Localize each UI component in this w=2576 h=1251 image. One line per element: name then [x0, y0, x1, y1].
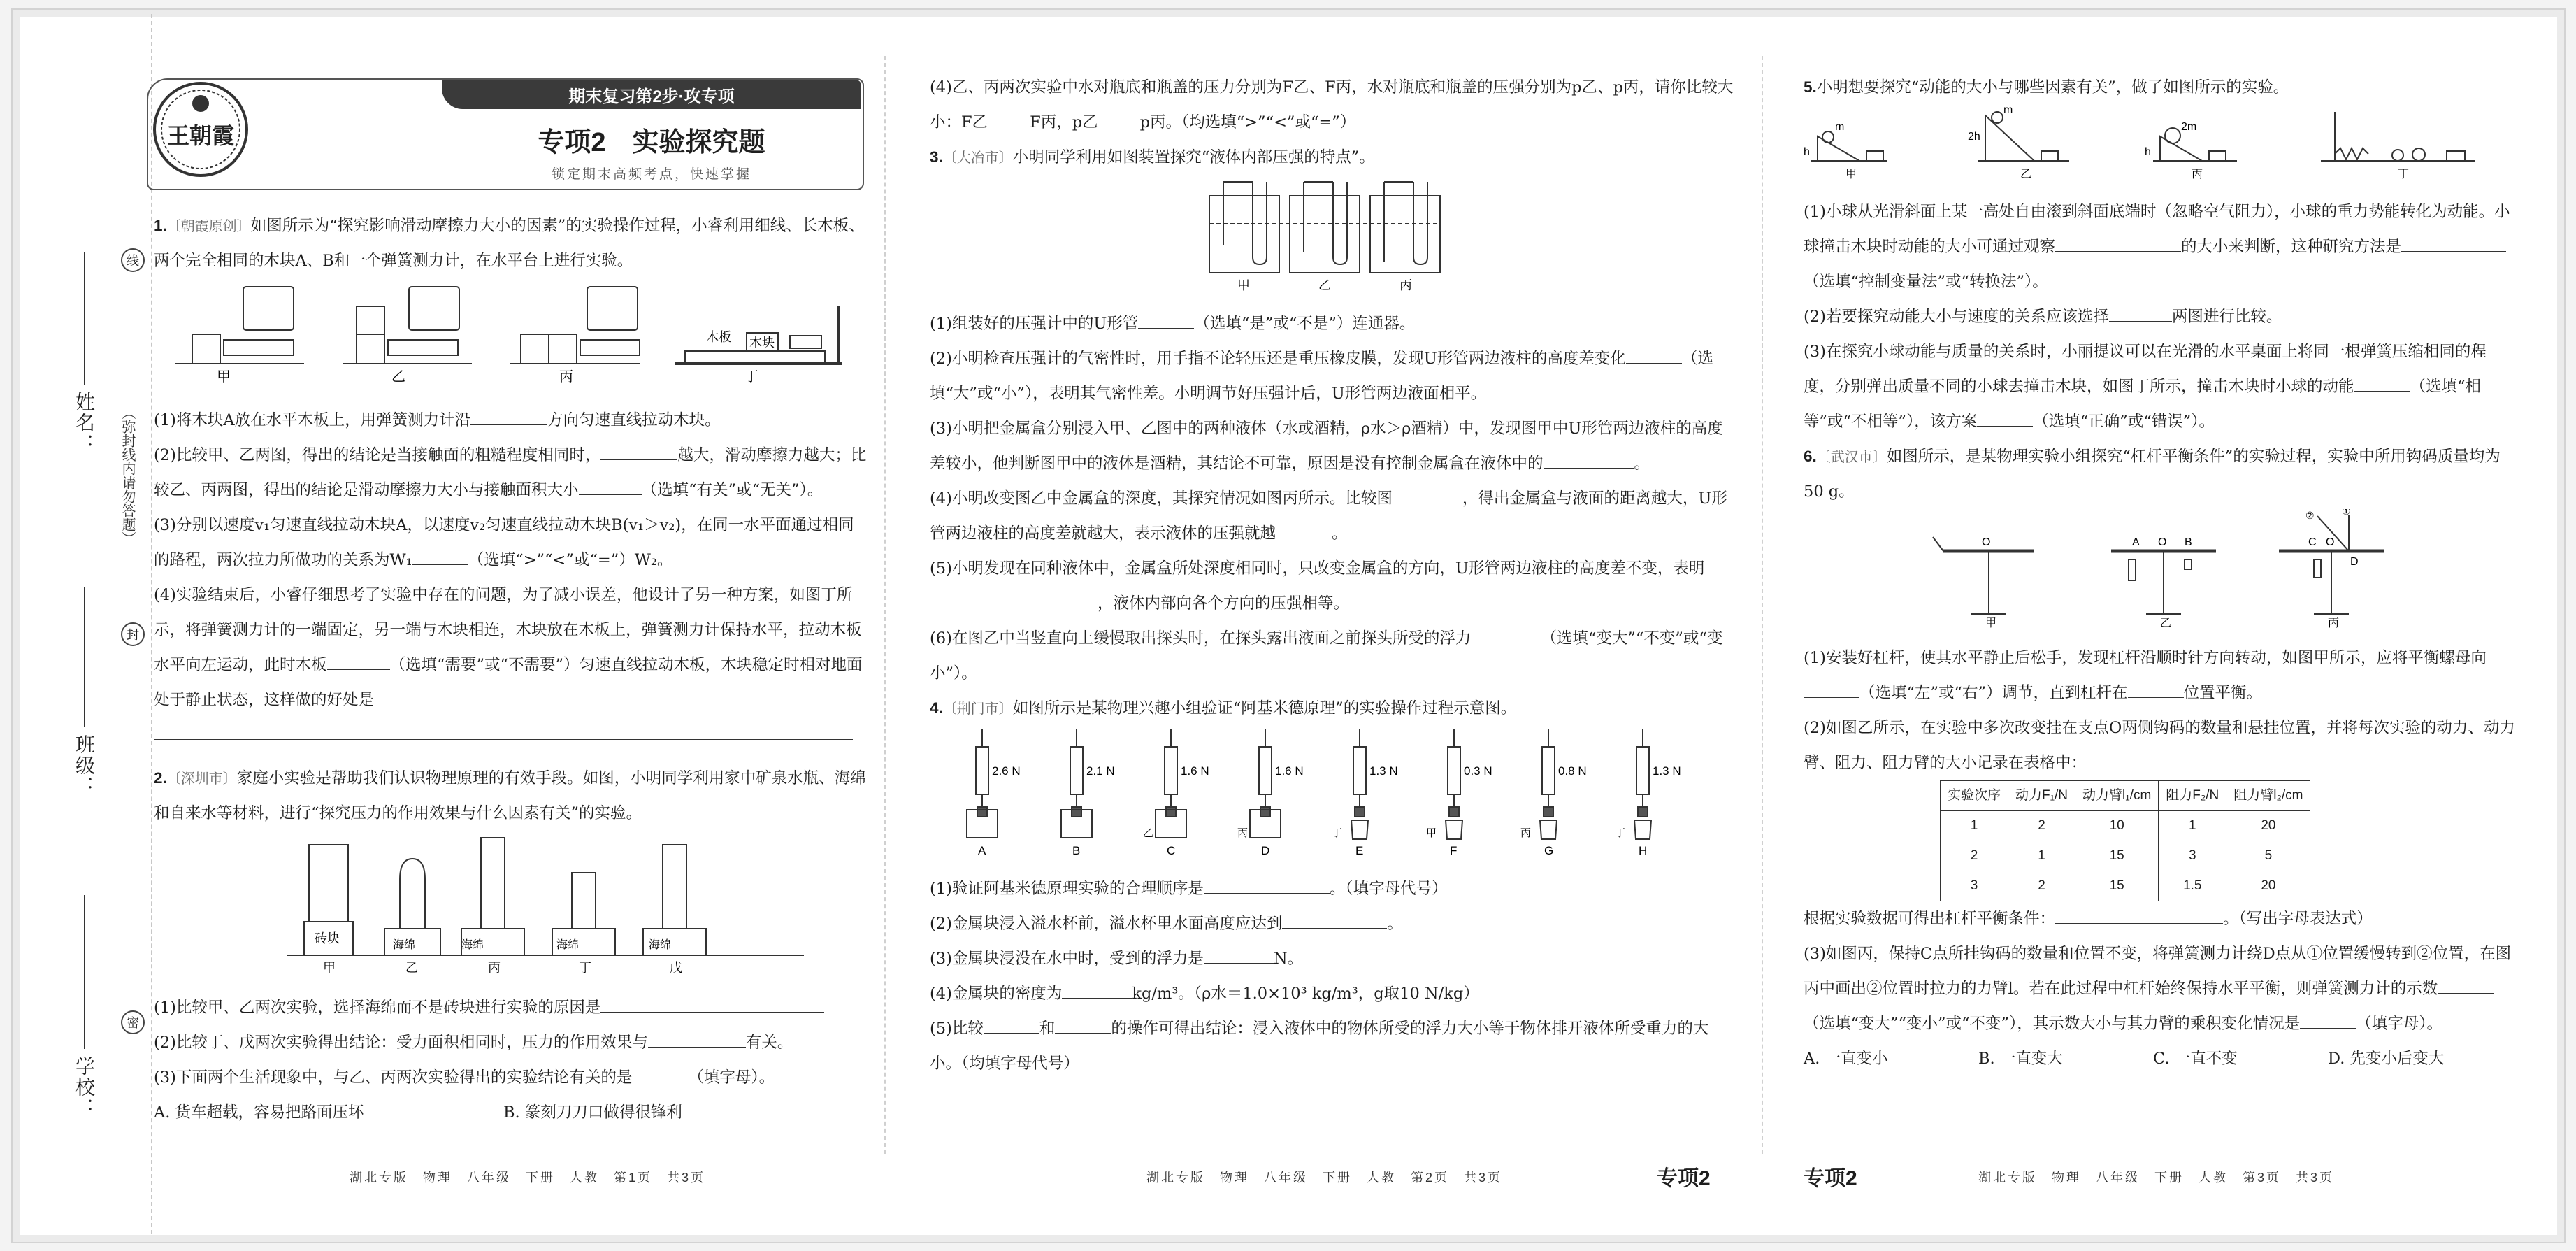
seal-mark-xian: 线: [121, 248, 145, 272]
answer-blank[interactable]: [988, 106, 1030, 127]
q1-label-jia: 甲: [217, 369, 231, 385]
class-label: 班级：: [73, 734, 95, 797]
q4-label-g: G: [1544, 844, 1554, 857]
q2-brick-label: 砖块: [315, 931, 340, 945]
svg-text:B: B: [2185, 536, 2192, 548]
q2-label-jia: 甲: [323, 961, 336, 975]
svg-text:O: O: [1982, 536, 1991, 548]
name-label: 姓名：: [73, 392, 95, 455]
answer-blank[interactable]: [1804, 677, 1859, 698]
footer-page-1: 湖北专版 物理 八年级 下册 人教 第1页 共3页: [350, 1171, 706, 1185]
q4-figure: [930, 726, 1734, 859]
answer-blank[interactable]: [327, 649, 390, 670]
answer-blank[interactable]: [2401, 231, 2506, 252]
answer-blank[interactable]: [984, 1013, 1039, 1034]
q5-mark-h-1: h: [1804, 146, 1810, 158]
seal-mark-feng: 封: [121, 622, 145, 646]
q3-label-jia: 甲: [1237, 278, 1250, 292]
svg-text:O: O: [2158, 536, 2167, 548]
table-row: 2 1 15 3 5: [1941, 841, 2310, 871]
answer-blank[interactable]: [1204, 943, 1274, 964]
q4-sub2: (2)金属块浸入溢水杯前，溢水杯里水面高度应达到 。: [930, 906, 1734, 941]
q4-sub3: (3)金属块浸没在水中时，受到的浮力是 N。: [930, 941, 1734, 976]
answer-blank[interactable]: [600, 439, 677, 460]
answer-blank[interactable]: [1393, 482, 1462, 503]
answer-blank[interactable]: [1098, 106, 1140, 127]
q4-cup-label: 甲: [1426, 827, 1437, 839]
q5-label-jia: 甲: [1845, 169, 1857, 180]
answer-blank[interactable]: [2055, 231, 2181, 252]
answer-blank[interactable]: [412, 544, 468, 565]
q3-sub6: (6)在图乙中当竖直向上缓慢取出探头时，在探头露出液面之前探头所受的浮力 （选填“变大”“不变”或“变小”）。: [930, 621, 1734, 691]
answer-blank[interactable]: [2109, 301, 2172, 322]
page-title: 专项2 实验探究题: [538, 128, 765, 157]
q4-cup-label: 丙: [1520, 827, 1532, 839]
q2-sponge-label-2: 海绵: [461, 939, 484, 951]
q3-sub1: (1)组装好的压强计中的U形管 （选填“是”或“不是”）连通器。: [930, 306, 1734, 341]
q5-stem: 5.小明想要探究“动能的大小与哪些因素有关”，做了如图所示的实验。: [1804, 78, 2289, 96]
q4-label-a: A: [978, 844, 986, 857]
q2-label-ding: 丁: [579, 961, 591, 975]
q4-reading-a: 2.6 N: [992, 764, 1021, 778]
answer-blank[interactable]: [1282, 908, 1387, 929]
q1-plank-label: 木板: [706, 330, 731, 344]
q4-label-h: H: [1639, 844, 1648, 857]
q1-figure: [154, 278, 867, 390]
q4-reading-c: 1.6 N: [1181, 764, 1209, 778]
answer-blank[interactable]: [648, 1027, 746, 1048]
q2-label-wu: 戊: [670, 961, 682, 975]
q5-mark-h-3: h: [2145, 146, 2151, 158]
q1-label-yi: 乙: [391, 369, 405, 385]
q1-sub2: (2)比较甲、乙两图，得出的结论是当接触面的粗糙程度相同时， 越大，滑动摩擦力越大；比较乙、丙两图，得出的结论是滑动摩擦力大小与接触面积大小 （选填“有关”或“无关”）。: [154, 438, 867, 508]
answer-blank[interactable]: [2055, 903, 2223, 924]
section-header: [147, 78, 864, 190]
q5-sub1: (1)小球从光滑斜面上某一高处自由滚到斜面底端时（忽略空气阻力），小球的重力势能转化为动能。小球撞击木块时动能的大小可通过观察 的大小来判断，这种研究方法是（选填“控制变量法”或“转换法”）。: [1804, 203, 2510, 291]
q4-cup-label: 丁: [1615, 827, 1626, 839]
q5-label-ding: 丁: [2398, 169, 2410, 180]
q4-label-d: D: [1261, 844, 1270, 857]
q4-step-e: [1351, 729, 1368, 839]
q4-step-b: [1061, 729, 1092, 838]
answer-blank[interactable]: [1626, 343, 1682, 364]
q2-label-bing: 丙: [488, 961, 501, 975]
q6-options: A. 一直变小 B. 一直变大 C. 一直不变 D. 先变小后变大: [1804, 1050, 2445, 1068]
q6-sub2c: 根据实验数据可得出杠杆平衡条件： 。（写出字母表达式）: [1804, 901, 2517, 936]
footer-page-3: 湖北专版 物理 八年级 下册 人教 第3页 共3页: [1978, 1171, 2335, 1185]
q5-sub3: (3)在探究小球动能与质量的关系时，小丽提议可以在光滑的水平桌面上将同一根弹簧压缩相同的程度，分别弹出质量不同的小球去撞击木块，如图丁所示，撞击木块时小球的动能 （选填“相等”或“不相等”），该方案 （选填“正确”或“错误”）。: [1804, 343, 2487, 431]
q1-sub1: (1)将木块A放在水平木板上，用弹簧测力计沿 方向匀速直线拉动木块。: [154, 403, 867, 438]
q6-sub3: (3)如图丙，保持C点所挂钩码的数量和位置不变，将弹簧测力计绕D点从①位置缓慢转到②位置，在图丙中画出②位置时拉力的力臂l。若在此过程中杠杆始终保持水平平衡，则弹簧测力计的示数（选填“变大”“变小”或“不变”），其示数大小与其力臂的乘积变化情况是 （填字母）。: [1804, 945, 2512, 1033]
q1-label-ding: 丁: [744, 369, 758, 385]
column-3: [1804, 70, 2517, 1076]
q5-label-yi: 乙: [2020, 169, 2032, 180]
q4-label-c: C: [1167, 844, 1176, 857]
q4-label-e: E: [1355, 844, 1364, 857]
brand-logo: [148, 77, 253, 182]
q2-sub2: (2)比较丁、戊两次实验得出结论：受力面积相同时，压力的作用效果与 有关。: [154, 1025, 867, 1060]
q4-reading-e: 1.3 N: [1369, 764, 1398, 778]
answer-blank[interactable]: [579, 474, 642, 495]
school-label: 学校：: [73, 1056, 95, 1119]
q4-cup-label: 乙: [1143, 827, 1154, 839]
q1-block-label: 木块: [749, 336, 775, 350]
q4-cup-label: 丙: [1237, 827, 1249, 839]
answer-blank[interactable]: [2300, 1008, 2356, 1029]
name-field-line: [84, 252, 85, 385]
q4-reading-b: 2.1 N: [1086, 764, 1115, 778]
answer-blank[interactable]: [930, 587, 1098, 608]
q1-label-bing: 丙: [559, 369, 573, 385]
q5-mark-2h: 2h: [1968, 131, 1980, 143]
q4-cup-label: 丁: [1332, 827, 1343, 839]
q4-step-g: [1540, 729, 1557, 839]
q4-step-h: [1634, 729, 1651, 839]
q3-stem: 3.〔大冶市〕小明同学利用如图装置探究“液体内部压强的特点”。: [930, 148, 1375, 166]
school-field-line: [84, 895, 85, 1049]
answer-blank[interactable]: [1055, 1013, 1111, 1034]
q6-sub2: (2)如图乙所示，在实验中多次改变挂在支点O两侧钩码的数量和悬挂位置，并将每次实验的动力、动力臂、阻力、阻力臂的大小记录在表格中：: [1804, 719, 2515, 772]
q4-stem: 4.〔荆门市〕如图所示是某物理兴趣小组验证“阿基米德原理”的实验操作过程示意图。: [930, 699, 1517, 717]
answer-blank[interactable]: [1977, 406, 2033, 427]
q2-sub1: (1)比较甲、乙两次实验，选择海绵而不是砖块进行实验的原因是: [154, 990, 867, 1025]
answer-blank[interactable]: [1138, 308, 1194, 329]
q5-mass-3: 2m: [2181, 121, 2197, 133]
q4-reading-d: 1.6 N: [1275, 764, 1304, 778]
q5-sub2: (2)若要探究动能大小与速度的关系应该选择 两图进行比较。: [1804, 299, 2517, 334]
q1-stem: 1.〔朝霞原创〕如图所示为“探究影响滑动摩擦力大小的因素”的实验操作过程，小睿利用细线、长木板、两个完全相同的木块A、B和一个弹簧测力计，在水平台上进行实验。: [154, 217, 865, 270]
q6-label-yi: 乙: [2160, 617, 2172, 628]
q4-label-b: B: [1072, 844, 1081, 857]
q4-sub4: (4)金属块的密度为 kg/m³。（ρ水＝1.0×10³ kg/m³，g取10 N/kg）: [930, 976, 1734, 1011]
q4-sub1: (1)验证阿基米德原理实验的合理顺序是 。（填字母代号）: [930, 871, 1734, 906]
q4-label-f: F: [1450, 844, 1458, 857]
seal-mark-mi: 密: [121, 1010, 145, 1034]
q3-sub2: (2)小明检查压强计的气密性时，用手指不论轻压还是重压橡皮膜，发现U形管两边液柱的高度差变化 （选填“大”或“小”），表明其气密性差。小明调节好压强计后，U形管两边液面相平。: [930, 341, 1734, 411]
q2-sponge-label-1: 海绵: [393, 939, 416, 951]
q3-label-yi: 乙: [1318, 278, 1331, 292]
answer-blank[interactable]: [632, 1061, 688, 1082]
svg-text:D: D: [2350, 556, 2359, 568]
answer-blank[interactable]: [1544, 448, 1634, 469]
footer-badge-right: 专项2: [1804, 1167, 1857, 1190]
svg-text:A: A: [2132, 536, 2140, 548]
q1-sub4: (4)实验结束后，小睿仔细思考了实验中存在的问题，为了减小误差，他设计了另一种方案，如图丁所示，将弹簧测力计的一端固定，另一端与木块相连，木块放在木板上，弹簧测力计保持水平，拉动木板水平向左运动，此时木板 （选填“需要”或“不需要”）匀速直线拉动木板，木块稳定时相对地面处于静止状态，这样做的好处是: [154, 578, 867, 752]
column-divider: [884, 56, 886, 1154]
column-2: [930, 70, 1734, 1081]
svg-text:②: ②: [2305, 510, 2315, 521]
answer-blank[interactable]: [470, 404, 547, 425]
q5-label-bing: 丙: [2192, 169, 2203, 180]
q5-figure: [1804, 105, 2517, 182]
q3-label-bing: 丙: [1399, 278, 1412, 292]
q3-sub4: (4)小明改变图乙中金属盒的深度，其探究情况如图丙所示。比较图 ，得出金属盒与液面的距离越大，U形管两边液柱的高度差就越大，表示液体的压强就越 。: [930, 481, 1734, 551]
q6-sub1: (1)安装好杠杆，使其水平静止后松手，发现杠杆沿顺时针方向转动，如图甲所示，应将平衡螺母向（选填“左”或“右”）调节，直到杠杆在 位置平衡。: [1804, 649, 2487, 702]
q2-sub4: (4)乙、丙两次实验中水对瓶底和瓶盖的压力分别为F乙、F丙，水对瓶底和瓶盖的压强分别为p乙、p丙，请你比较大小：F乙 F丙，p乙 p丙。（均选填“>”“<”或“=”）: [930, 78, 1734, 131]
q2-sponge-label-3: 海绵: [556, 939, 580, 951]
answer-blank[interactable]: [1204, 873, 1330, 894]
q2-sponge-label-4: 海绵: [649, 939, 672, 951]
q2-label-yi: 乙: [405, 961, 418, 975]
q6-stem: 6.〔武汉市〕如图所示，是某物理实验小组探究“杠杆平衡条件”的实验过程，实验中所用钩码质量均为50 g。: [1804, 448, 2501, 501]
answer-blank[interactable]: [600, 992, 824, 1013]
page-subtitle: 锁定期末高频考点，快速掌握: [551, 166, 751, 182]
answer-blank[interactable]: [2354, 371, 2410, 392]
q5-mass-2: m: [2003, 105, 2013, 116]
q6-label-bing: 丙: [2328, 617, 2340, 628]
answer-blank[interactable]: [1471, 622, 1541, 643]
q4-step-a: [967, 729, 998, 838]
table-row: 1 2 10 1 20: [1941, 811, 2310, 841]
binding-strip: [20, 14, 152, 1234]
q4-reading-g: 0.8 N: [1558, 764, 1587, 778]
q4-reading-h: 1.3 N: [1653, 764, 1681, 778]
q3-figure: [930, 175, 1734, 294]
q2-options: A. 货车超载，容易把路面压坏 B. 篆刻刀刀口做得很锋利: [154, 1103, 682, 1122]
q1-sub3: (3)分别以速度v₁匀速直线拉动木块A，以速度v₂匀速直线拉动木块B(v₁＞v₂)，在同一水平面通过相同的路程，两次拉力所做功的关系为W₁ （选填“>”“<”或“=”）W₂。: [154, 516, 854, 569]
q2-stem: 2.〔深圳市〕家庭小实验是帮助我们认识物理原理的有效手段。如图，小明同学利用家中矿泉水瓶、海绵和自来水等材料，进行“探究压力的作用效果与什么因素有关”的实验。: [154, 769, 866, 822]
column-1: [154, 208, 867, 1130]
q5-mass-1: m: [1835, 121, 1845, 133]
seal-line-note: （弥封线内请勿答题）: [120, 406, 136, 545]
q2-figure: [154, 831, 867, 978]
table-row: 3 2 15 1.5 20: [1941, 871, 2310, 901]
class-field-line: [84, 587, 85, 727]
answer-blank[interactable]: [154, 719, 853, 740]
svg-text:O: O: [2326, 536, 2335, 548]
answer-blank[interactable]: [2128, 677, 2184, 698]
column-divider: [1762, 56, 1763, 1154]
answer-blank[interactable]: [2438, 973, 2494, 994]
svg-text:①: ①: [2342, 509, 2351, 517]
svg-text:C: C: [2308, 536, 2317, 548]
footer-page-2: 湖北专版 物理 八年级 下册 人教 第2页 共3页: [1146, 1171, 1503, 1185]
q4-step-f: [1446, 729, 1462, 839]
lever-data-table: [1940, 780, 2310, 901]
answer-blank[interactable]: [1276, 517, 1332, 538]
q4-step-d: [1250, 729, 1281, 838]
logo-text: 王朝霞: [166, 123, 235, 148]
q2-sub3: (3)下面两个生活现象中，与乙、丙两次实验得出的实验结论有关的是 （填字母）。: [154, 1060, 867, 1095]
q4-sub5: (5)比较 和 的操作可得出结论：浸入液体中的物体所受的浮力大小等于物体排开液体所受重力的大小。（均填字母代号）: [930, 1011, 1734, 1081]
q4-reading-f: 0.3 N: [1464, 764, 1492, 778]
q3-sub3: (3)小明把金属盒分别浸入甲、乙图中的两种液体（水或酒精，ρ水＞ρ酒精）中，发现图甲中U形管两边液柱的高度差较小，他判断图甲中的液体是酒精，其结论不可靠，原因是没有控制金属盒在液体中的 。: [930, 420, 1723, 473]
header-tab: 期末复习第2步·攻专项: [442, 80, 861, 109]
answer-blank[interactable]: [1062, 978, 1132, 999]
footer-badge-left: 专项2: [1657, 1167, 1711, 1190]
q4-step-c: [1156, 729, 1186, 838]
q3-sub5: (5)小明发现在同种液体中，金属盒所处深度相同时，只改变金属盒的方向，U形管两边液柱的高度差不变，表明，液体内部向各个方向的压强相等。: [930, 559, 1705, 613]
table-header-row: 实验次序 动力F₁/N 动力臂l₁/cm 阻力F₂/N 阻力臂l₂/cm: [1941, 781, 2310, 811]
q6-figure: [1804, 509, 2517, 628]
q6-label-jia: 甲: [1985, 617, 1997, 628]
